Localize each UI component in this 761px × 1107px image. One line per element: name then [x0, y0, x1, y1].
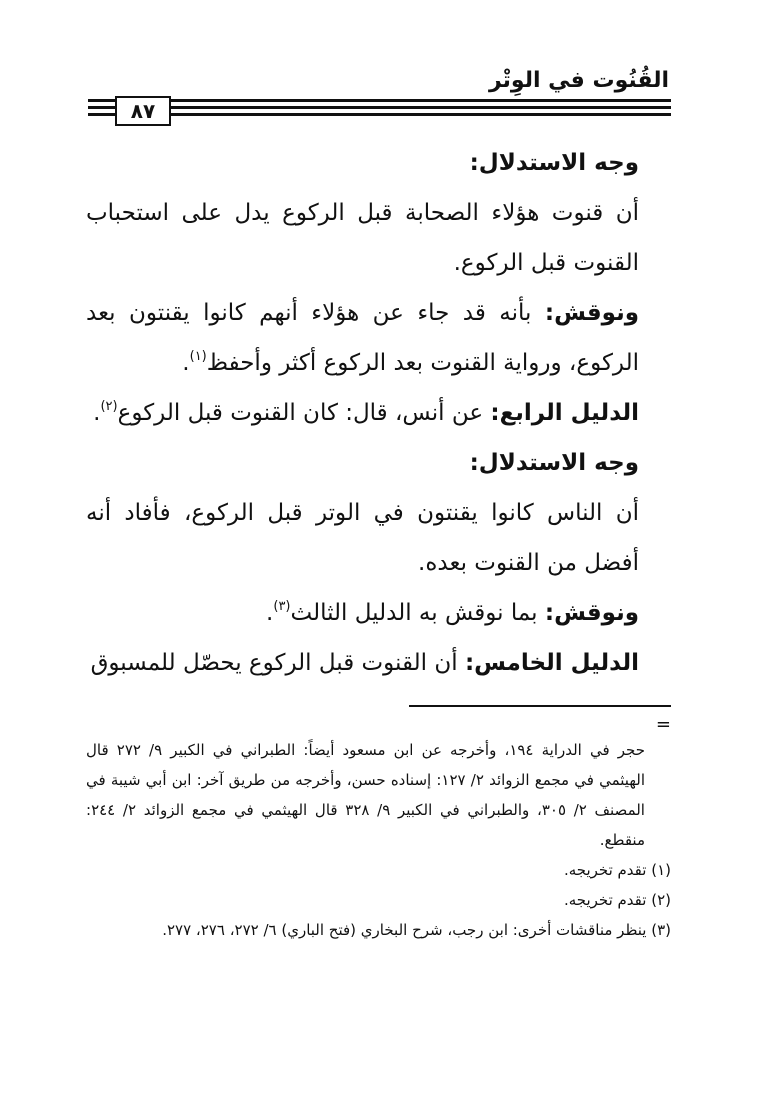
paragraph: [86, 288, 671, 388]
section-label: وجه الاستدلال:: [469, 450, 639, 476]
section-label: ونوقش:: [544, 600, 639, 626]
section-label: الدليل الخامس:: [464, 650, 639, 676]
paragraph-text: بما نوقش به الدليل الثالث: [290, 600, 545, 626]
footnote-ref: (٢): [100, 399, 118, 414]
footnotes: [86, 735, 671, 945]
footnote-ref: (١): [189, 349, 207, 364]
footnote-2: (٢) تقدم تخريجه.: [563, 891, 671, 909]
paragraph-text: أن قنوت هؤلاء الصحابة قبل الركوع يدل على استحباب القنوت قبل الركوع.: [86, 200, 639, 276]
paragraph: [86, 388, 671, 438]
page-number: ٨٧: [115, 96, 171, 126]
paragraph-text: بأنه قد جاء عن هؤلاء أنهم كانوا يقنتون بعد الركوع، ورواية القنوت بعد الركوع أكثر وأحفظ: [86, 300, 639, 376]
header-rule: [88, 106, 671, 109]
header-rule: [88, 113, 671, 116]
footnote-continuation: حجر في الدراية ١٩٤، وأخرجه عن ابن مسعود أيضاً: الطبراني في الكبير ٩/ ٢٧٢ قال الهيثمي في مجمع الزوائد ٢/ ١٢٧: إسناده حسن، وأخرجه من طريق آخر: ابن أبي شيبة في المصنف ٢/ ٣٠٥، والطبراني في الكبير ٩/ ٣٢٨ قال الهيثمي في مجمع الزوائد ٢/ ٢٤٤: منقطع.: [86, 741, 645, 849]
paragraph-text: أن الناس كانوا يقنتون في الوتر قبل الركوع، فأفاد أنه أفضل من القنوت بعده.: [86, 500, 639, 576]
paragraph: [86, 138, 671, 188]
paragraph: [86, 588, 671, 638]
section-label: ونوقش:: [544, 300, 639, 326]
punctuation: .: [266, 600, 274, 626]
paragraph-text: عن أنس، قال: كان القنوت قبل الركوع: [117, 400, 491, 426]
footnote-separator: [409, 705, 671, 707]
footnote-ref: (٣): [273, 599, 291, 614]
continuation-marker: =: [655, 714, 671, 735]
punctuation: .: [182, 350, 190, 376]
paragraph: [86, 488, 671, 588]
running-title: القُنُوت في الوِتْر: [488, 68, 669, 93]
footnote-3: (٣) ينظر مناقشات أخرى: ابن رجب، شرح البخاري (فتح الباري) ٦/ ٢٧٢، ٢٧٦، ٢٧٧.: [162, 921, 671, 939]
paragraph-text: أن القنوت قبل الركوع يحصّل للمسبوق: [90, 650, 465, 676]
paragraph: [86, 638, 671, 688]
footnote-1: (١) تقدم تخريجه.: [563, 861, 671, 879]
paragraph: [86, 188, 671, 288]
header-rule: [88, 99, 671, 102]
section-label: وجه الاستدلال:: [469, 150, 639, 176]
punctuation: .: [93, 400, 101, 426]
main-text: [86, 138, 671, 688]
section-label: الدليل الرابع:: [490, 400, 639, 426]
paragraph: [86, 438, 671, 488]
